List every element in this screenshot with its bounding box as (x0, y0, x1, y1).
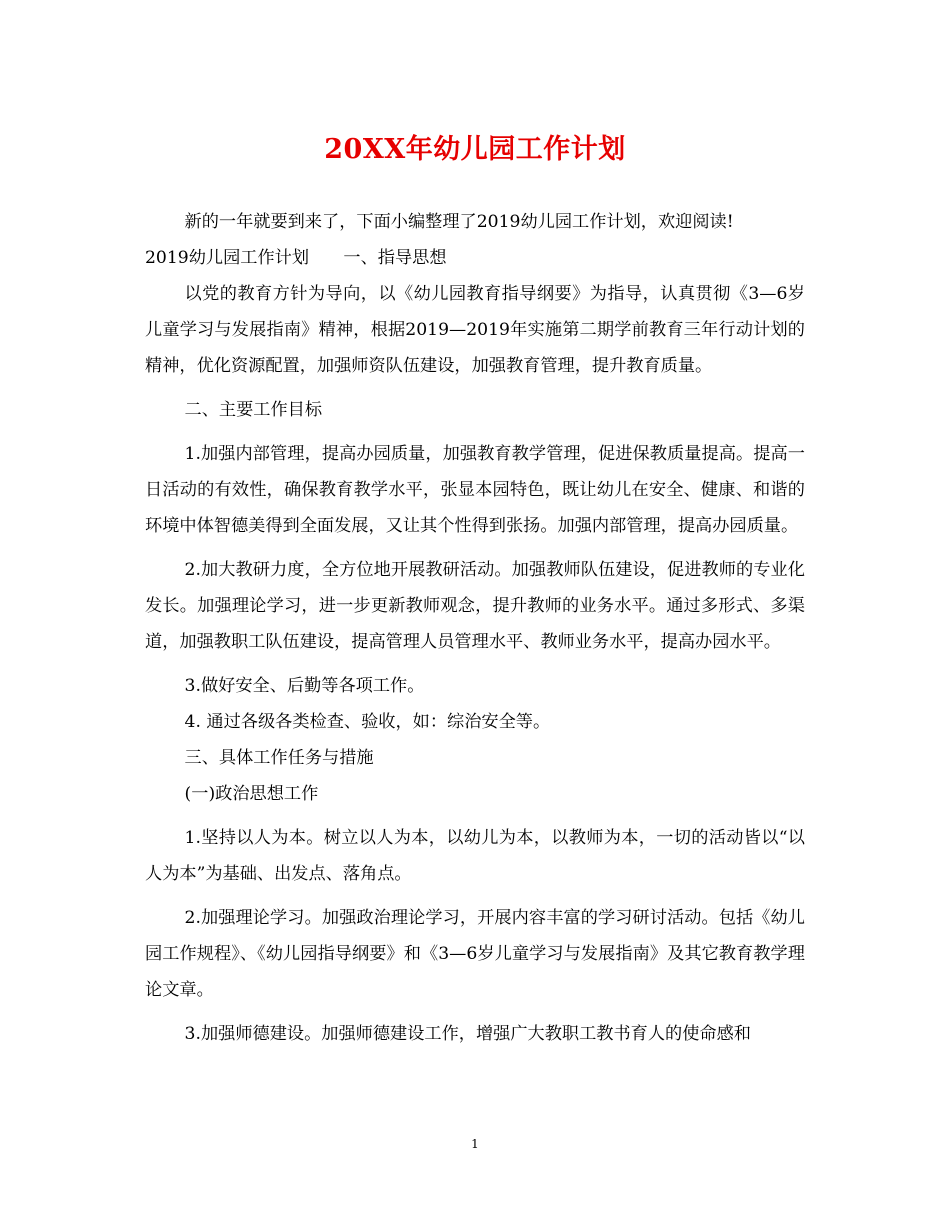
paragraph-guiding-idea: 以党的教育方针为导向，以《幼儿园教育指导纲要》为指导，认真贯彻《3—6岁儿童学习与发展指南》精神，根据2019—2019年实施第二期学前教育三年行动计划的精神，优化资源配置，加强师资队伍建设，加强教育管理，提升教育质量。 (145, 284, 805, 376)
page-number: 1 (471, 1137, 479, 1151)
heading-tasks-measures: 三、具体工作任务与措施 (184, 748, 374, 768)
paragraph-goal-4: 4. 通过各级各类检查、验收，如：综治安全等。 (184, 712, 551, 732)
paragraph-goal-2: 2.加大教研力度，全方位地开展教研活动。加强教师队伍建设，促进教师的专业化发长。加强理论学习，进一步更新教师观念，提升教师的业务水平。通过多形式、多渠道，加强教职工队伍建设，提高管理人员管理水平、教师业务水平，提高办园水平。 (145, 560, 805, 652)
heading-political-work: (一)政治思想工作 (184, 784, 319, 804)
heading-main-goals: 二、主要工作目标 (184, 400, 323, 420)
paragraph-goal-1: 1.加强内部管理，提高办园质量，加强教育教学管理，促进保教质量提高。提高一日活动的有效性，确保教育教学水平，张显本园特色，既让幼儿在安全、健康、和谐的环境中体智德美得到全面发展，又让其个性得到张扬。加强内部管理，提高办园质量。 (145, 444, 805, 536)
document-body (145, 204, 805, 1052)
paragraph-task-3: 3.加强师德建设。加强师德建设工作，增强广大教职工教书育人的使命感和 (184, 1024, 751, 1044)
paragraph-task-2: 2.加强理论学习。加强政治理论学习，开展内容丰富的学习研讨活动。包括《幼儿园工作规程》、《幼儿园指导纲要》和《3—6岁儿童学习与发展指南》及其它教育教学理论文章。 (145, 908, 805, 1000)
paragraph-task-1: 1.坚持以人为本。树立以人为本，以幼儿为本，以教师为本，一切的活动皆以“以人为本”为基础、出发点、落角点。 (145, 828, 805, 884)
paragraph-goal-3: 3.做好安全、后勤等各项工作。 (184, 676, 425, 696)
document-title: 20XX年幼儿园工作计划 (324, 134, 626, 165)
paragraph-intro: 新的一年就要到来了，下面小编整理了2019幼儿园工作计划，欢迎阅读! (184, 212, 734, 232)
paragraph-plan-heading: 2019幼儿园工作计划 一、指导思想 (145, 248, 447, 268)
